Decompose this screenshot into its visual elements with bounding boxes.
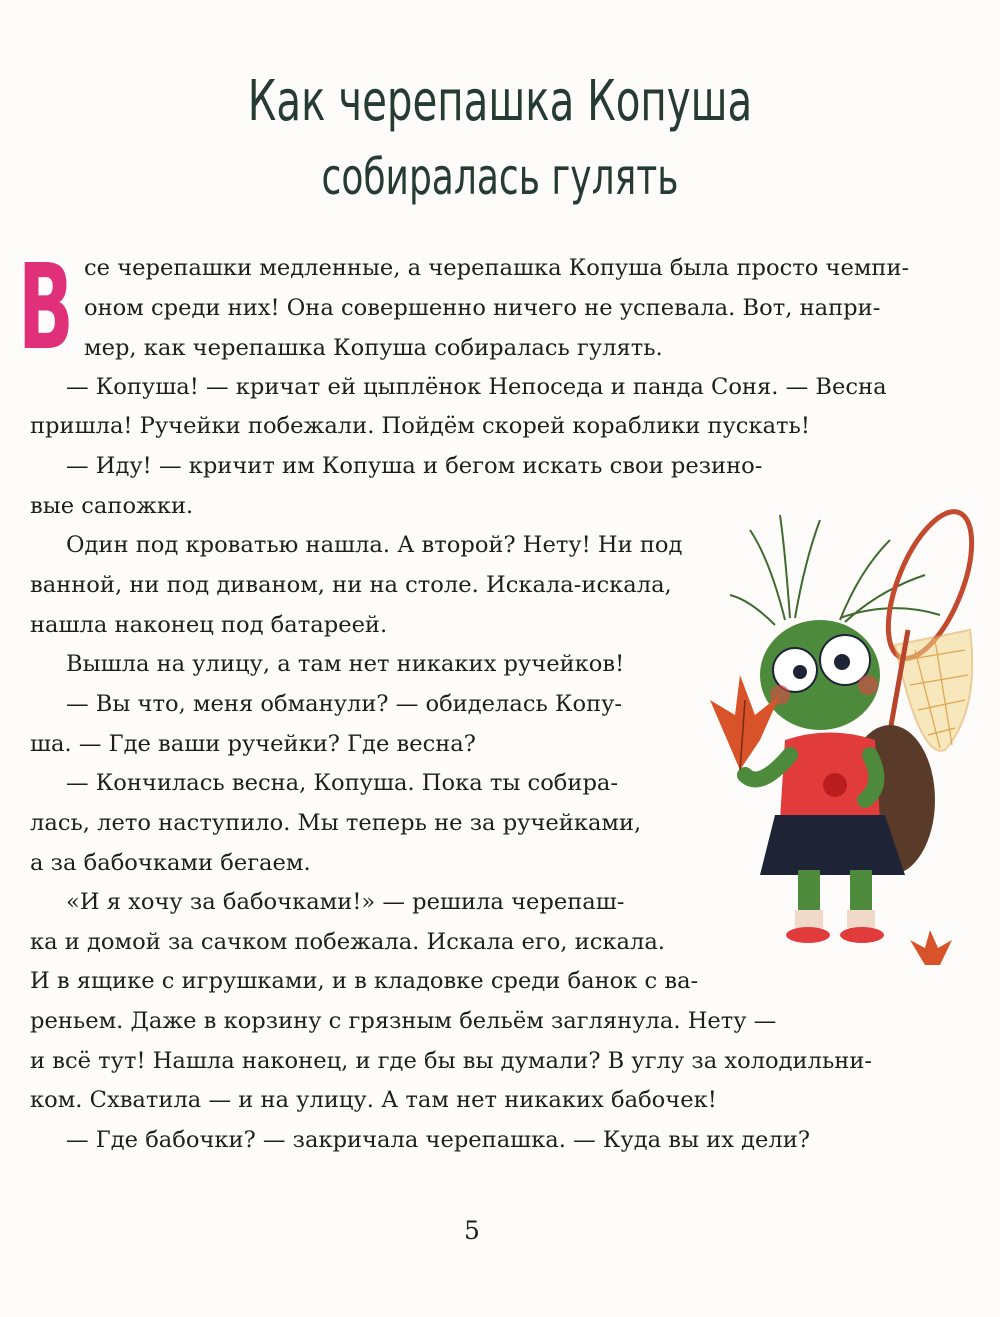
story-line: пришла! Ручейки побежали. Пойдём скорей кораблики пускать! (30, 413, 810, 439)
story-line: — Копуша! — кричат ей цыплёнок Непоседа и панда Соня. — Весна (66, 374, 887, 400)
story-line: ша. — Где ваши ручейки? Где весна? (30, 731, 476, 757)
story-line: ванной, ни под диваном, ни на столе. Искала-искала, (30, 572, 672, 598)
story-line: — Иду! — кричит им Копуша и бегом искать свои резино- (66, 453, 763, 479)
turtle-with-butterfly-net-illustration (690, 500, 990, 980)
story-line: вые сапожки. (30, 493, 194, 519)
story-line: И в ящике с игрушками, и в кладовке среди банок с ва- (30, 968, 699, 994)
page-number: 5 (464, 1216, 480, 1245)
story-line: Один под кроватью нашла. А второй? Нету! Ни под (66, 532, 683, 558)
page-title (0, 62, 1000, 212)
story-line: ком. Схватила — и на улицу. А там нет никаких бабочек! (30, 1087, 717, 1113)
story-line: нашла наконец под батареей. (30, 612, 388, 638)
story-line: ка и домой за сачком побежала. Искала его, искала. (30, 929, 665, 955)
title-line-1: Как черепашка Копуша (247, 69, 753, 134)
story-line: — Кончилась весна, Копуша. Пока ты собира- (66, 770, 619, 796)
story-line: оном среди них! Она совершенно ничего не успевала. Вот, напри- (84, 295, 881, 321)
title-line-2: собиралась гулять (321, 148, 679, 206)
story-line: мер, как черепашка Копуша собиралась гулять. (84, 335, 663, 361)
story-line: лась, лето наступило. Мы теперь не за ручейками, (30, 810, 642, 836)
story-line: «И я хочу за бабочками!» — решила черепаш- (66, 889, 625, 915)
story-line: и всё тут! Нашла наконец, и где бы вы думали? В углу за холодильни- (30, 1048, 873, 1074)
story-line: — Где бабочки? — закричала черепашка. — Куда вы их дели? (66, 1127, 810, 1153)
story-line: Вышла на улицу, а там нет никаких ручейков! (66, 651, 625, 677)
drop-cap: В (18, 238, 74, 376)
story-line: — Вы что, меня обманули? — обиделась Копу- (66, 691, 623, 717)
story-line: а за бабочками бегаем. (30, 850, 311, 876)
story-line: се черепашки медленные, а черепашка Копуша была просто чемпи- (84, 255, 910, 281)
story-line: реньем. Даже в корзину с грязным бельём заглянула. Нету — (30, 1008, 777, 1034)
